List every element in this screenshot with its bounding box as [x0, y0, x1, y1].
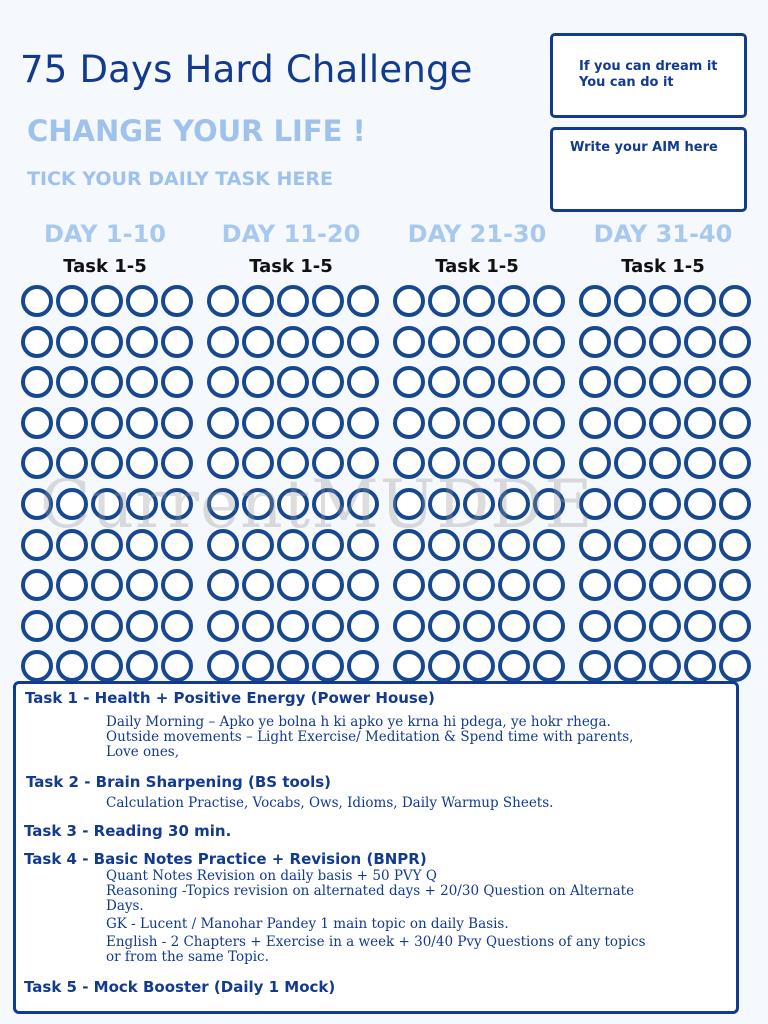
task-checkbox[interactable] [393, 610, 425, 642]
task-checkbox[interactable] [312, 650, 344, 682]
task-checkbox[interactable] [428, 447, 460, 479]
task-checkbox[interactable] [347, 650, 379, 682]
task-checkbox[interactable] [719, 529, 751, 561]
task-checkbox[interactable] [614, 285, 646, 317]
task-checkbox[interactable] [161, 569, 193, 601]
day-range-header-3: DAY 21-30 [407, 220, 547, 248]
task-checkbox[interactable] [242, 285, 274, 317]
task-4-detail-5: English - 2 Chapters + Exercise in a week + 30/40 Pvy Questions of any topics [106, 934, 646, 950]
task-2-detail-1: Calculation Practise, Vocabs, Ows, Idioms, Daily Warmup Sheets. [106, 795, 554, 811]
task-4-detail-4: GK - Lucent / Manohar Pandey 1 main topic on daily Basis. [106, 916, 509, 932]
task-checkbox[interactable] [579, 285, 611, 317]
task-checkbox[interactable] [161, 650, 193, 682]
task-checkbox[interactable] [428, 285, 460, 317]
task-checkbox[interactable] [126, 610, 158, 642]
task-4-detail-6: or from the same Topic. [106, 949, 269, 965]
task-checkbox[interactable] [649, 610, 681, 642]
task-1-detail-2: Outside movements – Light Exercise/ Meditation & Spend time with parents, [106, 729, 634, 745]
page-title: 75 Days Hard Challenge [20, 48, 473, 91]
task-checkbox[interactable] [719, 650, 751, 682]
task-checkbox[interactable] [277, 650, 309, 682]
task-checkbox[interactable] [684, 529, 716, 561]
task-checkbox[interactable] [242, 650, 274, 682]
task-range-label-4: Task 1-5 [621, 256, 705, 277]
task-checkbox[interactable] [312, 488, 344, 520]
task-1-detail-1: Daily Morning – Apko ye bolna h ki apko ye krna hi pdega, ye hokr rhega. [106, 714, 611, 730]
task-checkbox[interactable] [649, 650, 681, 682]
task-checkbox[interactable] [498, 610, 530, 642]
task-checkbox[interactable] [21, 407, 53, 439]
task-checkbox[interactable] [161, 529, 193, 561]
task-checkbox[interactable] [56, 285, 88, 317]
day-range-header-1: DAY 1-10 [44, 220, 166, 248]
task-checkbox[interactable] [684, 326, 716, 358]
task-checkbox[interactable] [719, 569, 751, 601]
task-checkbox[interactable] [579, 529, 611, 561]
task-range-label-3: Task 1-5 [435, 256, 519, 277]
task-checkbox[interactable] [242, 366, 274, 398]
task-checkbox[interactable] [428, 650, 460, 682]
task-checkbox[interactable] [56, 650, 88, 682]
task-checkbox[interactable] [463, 447, 495, 479]
task-checkbox[interactable] [393, 569, 425, 601]
task-checkbox[interactable] [684, 610, 716, 642]
task-checkbox[interactable] [684, 407, 716, 439]
task-checkbox[interactable] [161, 366, 193, 398]
task-checkbox[interactable] [684, 650, 716, 682]
task-checkbox[interactable] [533, 447, 565, 479]
task-checkbox[interactable] [649, 447, 681, 479]
task-checkbox[interactable] [347, 447, 379, 479]
task-checkbox[interactable] [533, 407, 565, 439]
task-checkbox[interactable] [126, 285, 158, 317]
task-checkbox[interactable] [719, 447, 751, 479]
task-checkbox[interactable] [428, 326, 460, 358]
task-1-title: Task 1 - Health + Positive Energy (Power House) [25, 689, 435, 707]
task-checkbox[interactable] [684, 569, 716, 601]
task-checkbox[interactable] [428, 366, 460, 398]
task-checkbox[interactable] [579, 447, 611, 479]
task-checkbox[interactable] [207, 366, 239, 398]
task-checkbox[interactable] [498, 488, 530, 520]
task-checkbox[interactable] [684, 285, 716, 317]
task-3-title: Task 3 - Reading 30 min. [24, 822, 232, 840]
task-checkbox[interactable] [56, 326, 88, 358]
task-checkbox[interactable] [126, 366, 158, 398]
quote-line-1: If you can dream it [579, 59, 718, 74]
task-checkbox[interactable] [126, 326, 158, 358]
task-checkbox[interactable] [207, 326, 239, 358]
task-checkbox[interactable] [21, 488, 53, 520]
task-checkbox[interactable] [21, 326, 53, 358]
task-checkbox[interactable] [428, 610, 460, 642]
task-checkbox[interactable] [277, 569, 309, 601]
task-checkbox[interactable] [579, 610, 611, 642]
task-checkbox[interactable] [347, 407, 379, 439]
task-checkbox[interactable] [207, 285, 239, 317]
task-checkbox[interactable] [161, 488, 193, 520]
task-checkbox[interactable] [428, 488, 460, 520]
task-checkbox[interactable] [312, 569, 344, 601]
task-checkbox[interactable] [21, 650, 53, 682]
task-checkbox[interactable] [21, 610, 53, 642]
task-range-label-1: Task 1-5 [63, 256, 147, 277]
task-checkbox[interactable] [463, 488, 495, 520]
task-checkbox[interactable] [614, 569, 646, 601]
aim-label: Write your AIM here [570, 140, 718, 155]
task-checkbox[interactable] [463, 650, 495, 682]
task-checkbox[interactable] [91, 529, 123, 561]
task-checkbox[interactable] [533, 366, 565, 398]
task-checkbox[interactable] [277, 447, 309, 479]
task-checkbox[interactable] [579, 366, 611, 398]
task-checkbox[interactable] [614, 650, 646, 682]
task-checkbox[interactable] [312, 407, 344, 439]
task-checkbox[interactable] [207, 529, 239, 561]
task-checkbox[interactable] [207, 447, 239, 479]
task-checkbox[interactable] [614, 366, 646, 398]
task-checkbox[interactable] [126, 407, 158, 439]
task-checkbox[interactable] [719, 407, 751, 439]
task-checkbox[interactable] [161, 407, 193, 439]
task-checkbox[interactable] [56, 488, 88, 520]
task-checkbox[interactable] [649, 285, 681, 317]
task-checkbox[interactable] [277, 285, 309, 317]
task-checkbox[interactable] [91, 569, 123, 601]
task-checkbox[interactable] [684, 366, 716, 398]
task-checkbox[interactable] [56, 447, 88, 479]
task-checkbox[interactable] [91, 488, 123, 520]
subtitle: CHANGE YOUR LIFE ! [27, 114, 366, 148]
task-checkbox[interactable] [242, 569, 274, 601]
task-checkbox[interactable] [498, 569, 530, 601]
task-checkbox[interactable] [56, 366, 88, 398]
task-checkbox[interactable] [312, 285, 344, 317]
task-checkbox[interactable] [533, 285, 565, 317]
task-checkbox[interactable] [579, 407, 611, 439]
task-checkbox[interactable] [242, 610, 274, 642]
task-checkbox[interactable] [393, 447, 425, 479]
task-checkbox[interactable] [277, 326, 309, 358]
task-checkbox[interactable] [347, 285, 379, 317]
task-checkbox[interactable] [277, 610, 309, 642]
task-checkbox[interactable] [579, 650, 611, 682]
task-checkbox[interactable] [347, 326, 379, 358]
task-checkbox[interactable] [428, 529, 460, 561]
task-checkbox[interactable] [347, 610, 379, 642]
watermark: CurrentMUDDE [40, 466, 594, 543]
task-checkbox[interactable] [242, 447, 274, 479]
task-checkbox[interactable] [126, 650, 158, 682]
task-checkbox[interactable] [56, 529, 88, 561]
task-checkbox[interactable] [347, 529, 379, 561]
task-checkbox[interactable] [393, 529, 425, 561]
task-checkbox[interactable] [684, 488, 716, 520]
task-checkbox[interactable] [207, 650, 239, 682]
task-checkbox[interactable] [649, 529, 681, 561]
task-checkbox[interactable] [277, 407, 309, 439]
task-checkbox[interactable] [91, 650, 123, 682]
task-checkbox[interactable] [614, 529, 646, 561]
day-range-header-2: DAY 11-20 [221, 220, 361, 248]
task-checkbox[interactable] [463, 285, 495, 317]
day-range-header-4: DAY 31-40 [593, 220, 733, 248]
task-checkbox[interactable] [161, 285, 193, 317]
task-checkbox[interactable] [533, 650, 565, 682]
task-checkbox[interactable] [533, 610, 565, 642]
task-checkbox[interactable] [533, 569, 565, 601]
task-checkbox[interactable] [649, 569, 681, 601]
task-checkbox[interactable] [463, 529, 495, 561]
task-checkbox[interactable] [498, 285, 530, 317]
task-5-title: Task 5 - Mock Booster (Daily 1 Mock) [24, 978, 336, 996]
task-checkbox[interactable] [347, 569, 379, 601]
task-checkbox[interactable] [393, 407, 425, 439]
task-checkbox[interactable] [393, 650, 425, 682]
task-checkbox[interactable] [21, 569, 53, 601]
task-checkbox[interactable] [347, 488, 379, 520]
task-checkbox[interactable] [498, 326, 530, 358]
task-checkbox[interactable] [498, 650, 530, 682]
task-checkbox[interactable] [428, 407, 460, 439]
task-checkbox[interactable] [56, 407, 88, 439]
task-checkbox[interactable] [21, 529, 53, 561]
task-checkbox[interactable] [161, 447, 193, 479]
task-checkbox[interactable] [393, 488, 425, 520]
task-checkbox[interactable] [277, 529, 309, 561]
task-checkbox[interactable] [579, 488, 611, 520]
task-checkbox[interactable] [614, 610, 646, 642]
task-checkbox[interactable] [312, 529, 344, 561]
task-checkbox[interactable] [719, 366, 751, 398]
task-checkbox[interactable] [614, 488, 646, 520]
task-checkbox[interactable] [207, 610, 239, 642]
task-checkbox[interactable] [649, 366, 681, 398]
task-checkbox[interactable] [91, 326, 123, 358]
task-checkbox[interactable] [393, 285, 425, 317]
task-4-title: Task 4 - Basic Notes Practice + Revision (BNPR) [24, 850, 427, 868]
task-checkbox[interactable] [126, 569, 158, 601]
task-checkbox[interactable] [719, 326, 751, 358]
task-checkbox[interactable] [126, 488, 158, 520]
task-checkbox[interactable] [649, 488, 681, 520]
task-checkbox[interactable] [614, 326, 646, 358]
task-checkbox[interactable] [463, 407, 495, 439]
task-checkbox[interactable] [277, 488, 309, 520]
task-checkbox[interactable] [649, 326, 681, 358]
quote-text [579, 59, 718, 91]
task-checkbox[interactable] [91, 407, 123, 439]
task-checkbox[interactable] [649, 407, 681, 439]
task-checkbox[interactable] [207, 488, 239, 520]
task-checkbox[interactable] [719, 488, 751, 520]
task-checkbox[interactable] [91, 610, 123, 642]
task-1-detail-3: Love ones, [106, 744, 180, 760]
task-checkbox[interactable] [533, 326, 565, 358]
task-4-detail-1: Quant Notes Revision on daily basis + 50 PVY Q [106, 868, 437, 884]
task-checkbox[interactable] [242, 326, 274, 358]
task-checkbox[interactable] [393, 326, 425, 358]
task-checkbox[interactable] [579, 326, 611, 358]
quote-box [550, 33, 747, 118]
task-checkbox[interactable] [463, 610, 495, 642]
task-checkbox[interactable] [428, 569, 460, 601]
task-checkbox[interactable] [684, 447, 716, 479]
task-checkbox[interactable] [161, 326, 193, 358]
task-checkbox[interactable] [312, 610, 344, 642]
task-checkbox[interactable] [126, 529, 158, 561]
task-checkbox[interactable] [498, 366, 530, 398]
task-checkbox[interactable] [312, 326, 344, 358]
task-checkbox[interactable] [498, 447, 530, 479]
task-range-label-2: Task 1-5 [249, 256, 333, 277]
task-checkbox[interactable] [719, 610, 751, 642]
task-checkbox[interactable] [312, 447, 344, 479]
task-legend-panel [13, 681, 739, 1014]
task-checkbox[interactable] [91, 447, 123, 479]
task-checkbox[interactable] [347, 366, 379, 398]
task-checkbox[interactable] [312, 366, 344, 398]
task-checkbox[interactable] [533, 488, 565, 520]
task-checkbox[interactable] [463, 366, 495, 398]
task-checkbox[interactable] [393, 366, 425, 398]
task-4-detail-2: Reasoning -Topics revision on alternated days + 20/30 Question on Alternate [106, 883, 635, 899]
task-checkbox[interactable] [91, 366, 123, 398]
task-checkbox[interactable] [126, 447, 158, 479]
task-checkbox[interactable] [21, 285, 53, 317]
quote-line-2: You can do it [579, 75, 674, 90]
task-checkbox[interactable] [242, 488, 274, 520]
task-checkbox[interactable] [242, 407, 274, 439]
task-checkbox[interactable] [91, 285, 123, 317]
task-checkbox[interactable] [498, 407, 530, 439]
task-checkbox[interactable] [21, 366, 53, 398]
task-checkbox[interactable] [579, 569, 611, 601]
task-checkbox[interactable] [242, 529, 274, 561]
task-checkbox[interactable] [719, 285, 751, 317]
task-checkbox[interactable] [277, 366, 309, 398]
task-checkbox[interactable] [56, 610, 88, 642]
aim-box[interactable] [550, 127, 747, 212]
task-checkbox[interactable] [56, 569, 88, 601]
task-checkbox[interactable] [21, 447, 53, 479]
task-checkbox[interactable] [207, 407, 239, 439]
instruction-text: TICK YOUR DAILY TASK HERE [27, 168, 333, 190]
task-checkbox[interactable] [498, 529, 530, 561]
task-checkbox[interactable] [463, 326, 495, 358]
task-4-detail-3: Days. [106, 898, 144, 914]
task-checkbox[interactable] [463, 569, 495, 601]
task-checkbox[interactable] [533, 529, 565, 561]
task-checkbox[interactable] [207, 569, 239, 601]
task-checkbox[interactable] [614, 447, 646, 479]
task-checkbox[interactable] [161, 610, 193, 642]
task-checkbox[interactable] [614, 407, 646, 439]
task-2-title: Task 2 - Brain Sharpening (BS tools) [26, 773, 332, 791]
